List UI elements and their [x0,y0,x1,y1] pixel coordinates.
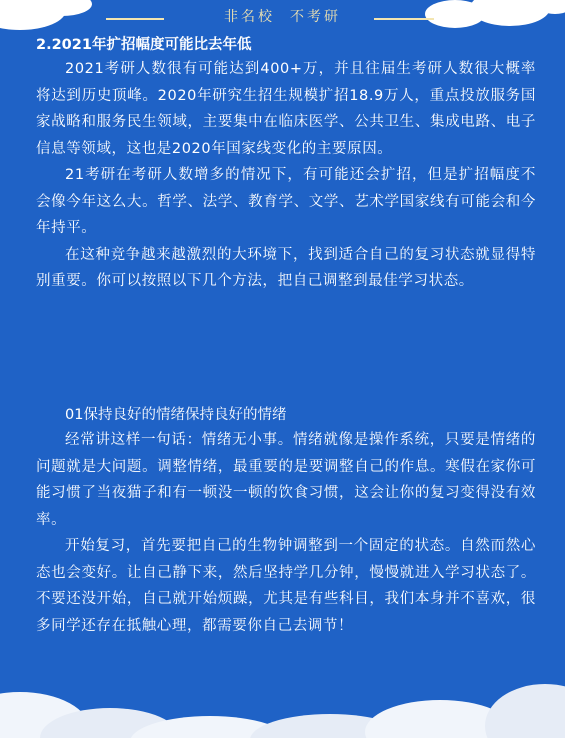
section-keep-good-mood [36,403,536,639]
header-rule-right [374,18,434,20]
paragraph: 21考研在考研人数增多的情况下，有可能还会扩招，但是扩招幅度不会像今年这么大。哲学、法学、教育学、文学、艺术学国家线有可能会和今年持平。 [36,167,536,236]
paragraph: 在这种竞争越来越激烈的大环境下，找到适合自己的复习状态就显得特别重要。你可以按照以下几个方法，把自己调整到最佳学习状态。 [36,246,536,289]
section-heading: 01保持良好的情绪保持良好的情绪 [65,407,287,423]
section-enrollment-expansion [36,34,536,295]
header-title: 非名校 不考研 [224,9,341,25]
cloud-decoration-bottom [0,668,565,738]
paragraph: 开始复习，首先要把自己的生物钟调整到一个固定的状态。自然而然心态也会变好。让自己静下来，然后坚持学几分钟，慢慢就进入学习状态了。不要还没开始，自己就开始烦躁，尤其是有些科目，我们本身并不喜欢，很多同学还存在抵触心理，都需要你自己去调节！ [36,538,536,634]
section-heading: 2.2021年扩招幅度可能比去年低 [36,37,252,53]
paragraph: 经常讲这样一句话：情绪无小事。情绪就像是操作系统，只要是情绪的问题就是大问题。调整情绪，最重要的是要调整自己的作息。寒假在家你可能习惯了当夜猫子和有一顿没一顿的饮食习惯，这会让你的复习变得没有效率。 [36,432,536,528]
paragraph: 2021考研人数很有可能达到400+万，并且往届生考研人数很大概率将达到历史顶峰。2020年研究生招生规模扩招18.9万人，重点投放服务国家战略和服务民生领域，主要集中在临床医学、公共卫生、集成电路、电子信息等领域，这也是2020年国家线变化的主要原因。 [36,61,536,157]
page-header [0,0,565,34]
